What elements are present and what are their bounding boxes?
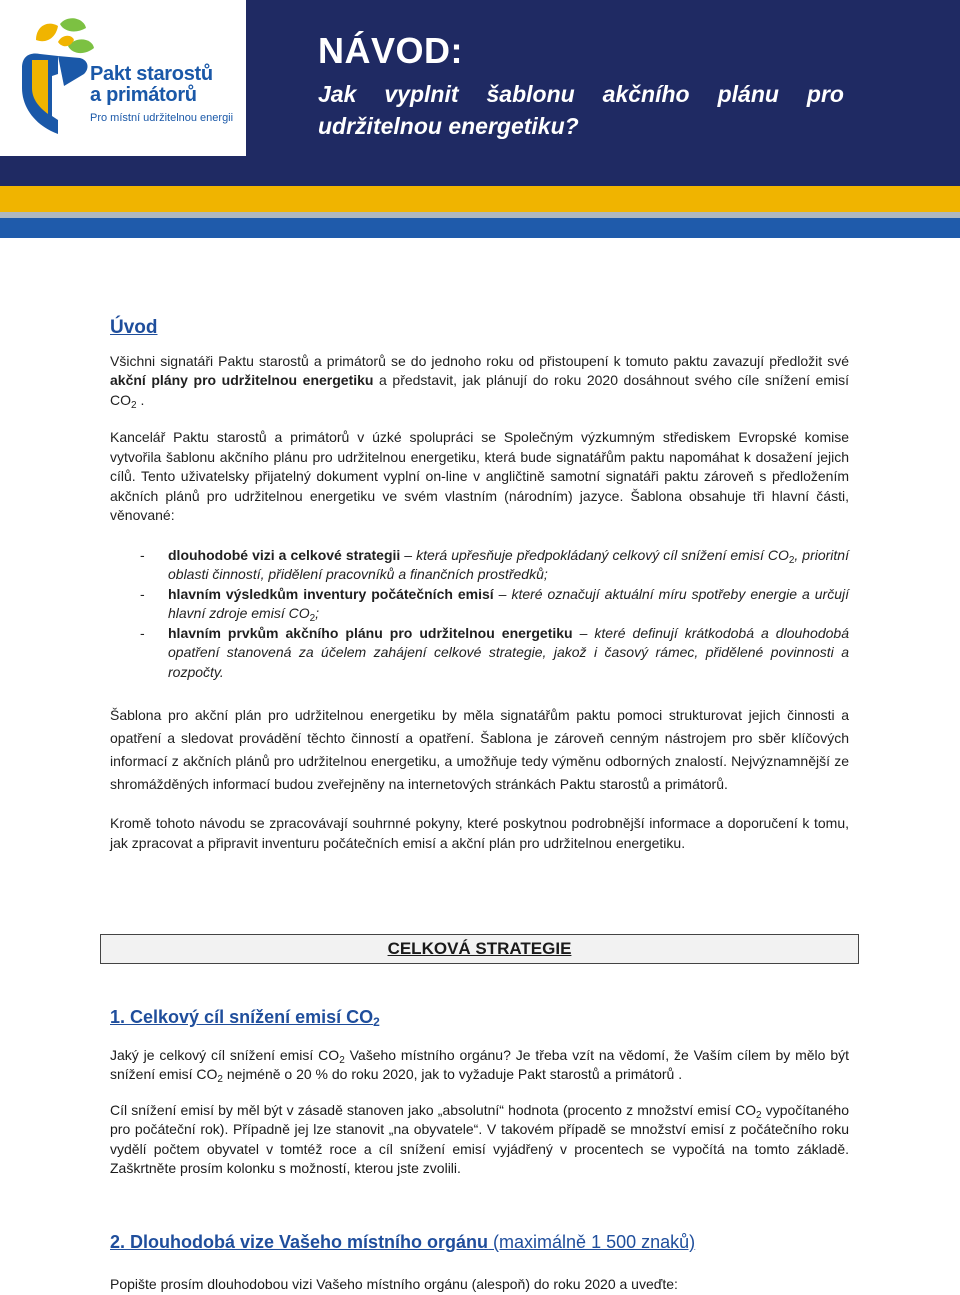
- section-1: [110, 1008, 849, 1179]
- intro-paragraph-1: [110, 352, 849, 411]
- text-run: Cíl snížení emisí by měl být v zásadě stanoven jako „absolutní“ hodnota (procento z množství emisí CO: [110, 1101, 756, 1118]
- strategy-heading-box: [100, 934, 859, 964]
- text-run: nejméně o 20 % do roku 2020, jak to vyžaduje Pakt starostů a primátorů .: [222, 1066, 683, 1082]
- list-item: [110, 624, 849, 683]
- template-parts-list: [110, 546, 849, 683]
- italic-run: která upřesňuje předpokládaný celkový cíl snížení emisí CO: [416, 546, 789, 563]
- heading-text: 2. Dlouhodobá vize Vašeho místního orgánu: [110, 1232, 489, 1252]
- logo-box: [0, 0, 246, 156]
- logo-wordmark: [90, 64, 240, 106]
- bold-run: hlavním výsledkům inventury počátečních emisí: [168, 585, 494, 602]
- text-run: Vašeho místního orgánu? Je třeba vzít na vědomí, že Vaším cílem by mělo být snížení emisí CO: [110, 1046, 849, 1082]
- bold-run: dlouhodobé vizi a celkové strategii: [168, 546, 401, 563]
- intro-paragraph-4: Kromě tohoto návodu se zpracovávají souhrnné pokyny, které poskytnou podrobnější informace a doporučení k tomu, jak zpracovat a připravit inventuru počátečních emisí a akční plán pro udržitelnou energetiku.: [110, 815, 849, 851]
- logo-line-2: a primátorů: [90, 84, 197, 106]
- italic-run: , prioritní oblasti činností, přidělení pracovníků a finančních prostředků;: [168, 546, 849, 582]
- text-run: –: [493, 585, 512, 602]
- subscript: 2: [373, 1015, 380, 1029]
- subscript: 2: [217, 1074, 223, 1085]
- intro-heading: Úvod: [110, 317, 158, 338]
- text-run: Všichni signatáři Paktu starostů a primátorů se do jednoho roku od přistoupení k tomuto paktu zavazují předložit své: [110, 352, 849, 369]
- pakt-logo-icon: [18, 16, 98, 134]
- text-run: Jaký je celkový cíl snížení emisí CO: [110, 1046, 340, 1063]
- text-run: .: [136, 391, 145, 408]
- intro-paragraph-2: Kancelář Paktu starostů a primátorů v úzké spolupráci se Společným výzkumným střediskem Evropské komise vytvořila šablonu akčního plánu pro udržitelnou energetiku, která bude signatářům paktu napomáhat k dosažení jejich cílů. Tento uživatelsky přijatelný dokument vyplní on-line v angličtině samotní signatáři paktu zároveň s předložením akčních plánů pro udržitelnou energetiku ve svém vlastním (národním) jazyce. Šablona obsahuje tři hlavní části, věnované:: [110, 429, 849, 523]
- document-header: [0, 0, 960, 240]
- intro-section: [110, 318, 849, 853]
- section-2: [110, 1233, 849, 1294]
- section-1-paragraph-1: [110, 1046, 849, 1085]
- italic-run: které definují krátkodobá a dlouhodobá opatření stanovená za účelem zahájení celkové strategie, jakož i časový rámec, přidělené povinnosti a rozpočty.: [168, 624, 849, 680]
- bold-run: hlavním prvkům akčního plánu pro udržitelnou energetiku: [168, 624, 573, 641]
- header-blue-stripe: [0, 218, 960, 238]
- section-2-heading: [110, 1233, 849, 1253]
- document-subtitle-line-2: udržitelnou energetiku?: [318, 113, 579, 139]
- subscript: 2: [131, 399, 137, 411]
- list-item: [110, 546, 849, 585]
- document-title: NÁVOD:: [318, 30, 463, 71]
- section-1-heading: [110, 1008, 849, 1028]
- subscript: 2: [756, 1109, 762, 1121]
- subscript: 2: [788, 554, 795, 566]
- text-run: –: [400, 546, 417, 563]
- logo-line-1: Pakt starostů: [90, 63, 213, 85]
- text-run: vypočítaného pro počáteční rok). Případně jej lze stanovit „na obyvatele“. V takovém případě se množství emisí z počátečního roku vydělí počtem obyvatel v tomtéž roce a cíl snížení emisí vyjádřený v procentech se vypočítá na tomto základě. Zaškrtněte prosím kolonku s možností, kterou jste zvolili.: [110, 1101, 849, 1176]
- list-item: [110, 585, 849, 624]
- document-subtitle-line-1: Jak vyplnit šablonu akčního plánu pro: [318, 81, 844, 107]
- strategy-heading: CELKOVÁ STRATEGIE: [387, 939, 572, 958]
- header-yellow-stripe: [0, 186, 960, 212]
- section-1-paragraph-2: [110, 1101, 849, 1179]
- text-run: –: [572, 624, 595, 641]
- intro-paragraph-3: Šablona pro akční plán pro udržitelnou energetiku by měla signatářům paktu pomoci strukturovat jejich činnosti a opatření a sledovat provádění těchto činností a opatření. Šablona je zároveň cenným nástrojem pro sběr klíčových informací z akčních plánů pro udržitelnou energetiku, a umožňuje tedy výměnu odborných znalostí. Nejvýznamnější ze shromážděných informací budou zveřejněny na internetových stránkách Paktu starostů a primátorů.: [110, 707, 849, 792]
- subscript: 2: [309, 613, 316, 624]
- section-2-paragraph-1: Popište prosím dlouhodobou vizi Vašeho místního orgánu (alespoň) do roku 2020 a uveďte:: [110, 1275, 678, 1292]
- italic-run: které označují aktuální míru spotřeby energie a určují hlavní zdroje emisí CO: [168, 585, 849, 621]
- heading-note: (maximálně 1 500 znaků): [488, 1232, 696, 1252]
- logo-tagline: Pro místní udržitelnou energii: [90, 112, 234, 124]
- italic-run: ;: [315, 605, 320, 621]
- bold-run: akční plány pro udržitelnou energetiku: [110, 372, 374, 388]
- heading-text: 1. Celkový cíl snížení emisí CO: [110, 1007, 374, 1027]
- text-run: a představit, jak plánují do roku 2020 dosáhnout svého cíle snížení emisí CO: [110, 372, 849, 408]
- subscript: 2: [339, 1054, 345, 1066]
